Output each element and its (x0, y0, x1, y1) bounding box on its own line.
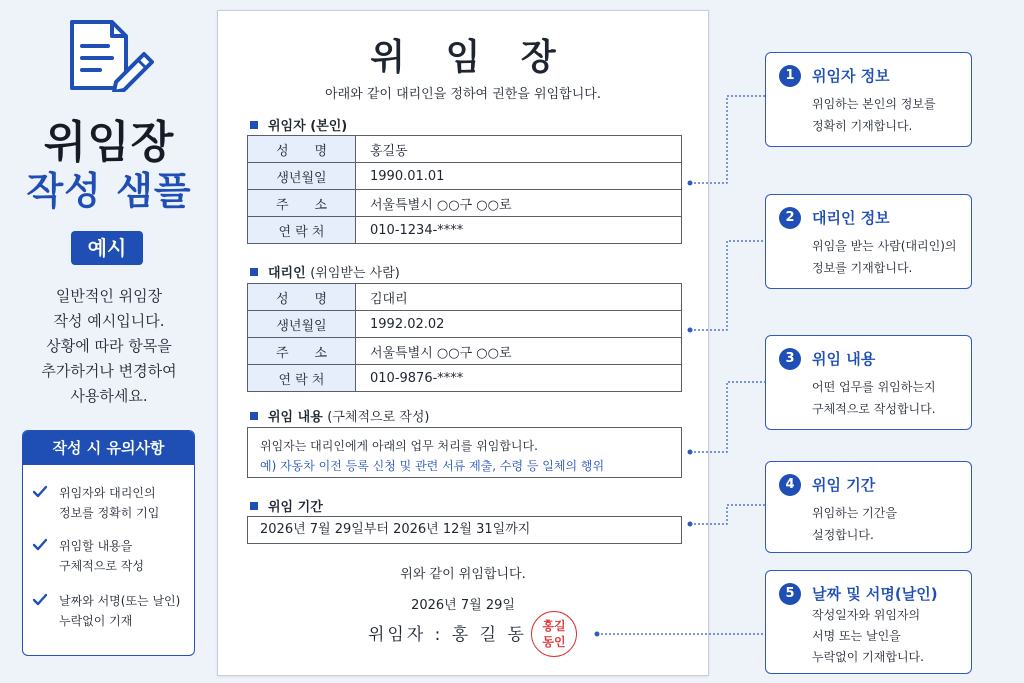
callout-title: 위임 기간 (812, 476, 876, 494)
period-heading-text: 위임 기간 (268, 500, 323, 515)
page-title: 위임장 (43, 117, 175, 168)
tip-line: 정보를 정확히 기입 (59, 506, 160, 520)
row-value: 1990.01.01 (356, 163, 682, 190)
connector-line-4 (690, 505, 765, 524)
content-heading-note: (구체적으로 작성) (327, 410, 430, 425)
row-value: 010-9876-**** (356, 365, 682, 392)
row-label: 연 락 처 (248, 217, 356, 244)
callout-number: 5 (779, 583, 801, 605)
connector-line-3 (690, 382, 765, 452)
description-line: 상황에 따라 항목을 (46, 337, 172, 355)
content-heading-text: 위임 내용 (268, 410, 323, 425)
tip-line: 위임할 내용을 (59, 539, 133, 553)
closing-text: 위와 같이 위임합니다. (400, 567, 526, 582)
row-label: 생년월일 (248, 311, 356, 338)
callout-card-1 (765, 52, 972, 147)
description-line: 작성 예시입니다. (53, 312, 165, 330)
callout-title: 날짜 및 서명(날인) (812, 585, 938, 603)
callout-desc (812, 235, 967, 279)
content-line: 위임자는 대리인에게 아래의 업무 처리를 위임합니다. (260, 439, 538, 453)
description-line: 일반적인 위임장 (55, 287, 163, 305)
connector-dot (688, 181, 693, 186)
callout-number: 3 (779, 348, 801, 370)
row-value: 서울특별시 ○○구 ○○로 (356, 190, 682, 217)
callout-desc (812, 93, 967, 137)
callout-desc-line: 정확히 기재합니다. (812, 119, 913, 133)
callout-desc (812, 376, 967, 420)
callout-number: 1 (779, 65, 801, 87)
description-line: 사용하세요. (70, 387, 148, 405)
row-value: 김대리 (356, 284, 682, 311)
callout-desc-line: 어떤 업무를 위임하는지 (812, 380, 936, 394)
callout-desc-line: 위임을 받는 사람(대리인)의 (812, 239, 957, 253)
seal-line: 동인 (542, 635, 566, 649)
period-text: 2026년 7월 29일부터 2026년 12월 31일까지 (260, 522, 531, 537)
callout-card-4 (765, 461, 972, 553)
callout-desc-line: 위임하는 기간을 (812, 506, 897, 520)
connector-line-2 (690, 241, 765, 330)
tip-line: 누락없이 기재 (59, 614, 133, 628)
callout-desc-line: 위임하는 본인의 정보를 (812, 97, 936, 111)
agent-heading-note: (위임받는 사람) (310, 266, 400, 281)
connector-dot (595, 632, 600, 637)
row-label: 주 소 (248, 338, 356, 365)
signer-name: 위임자 : 홍 길 동 (368, 625, 527, 645)
row-value: 010-1234-**** (356, 217, 682, 244)
callout-desc-line: 설정합니다. (812, 528, 874, 542)
row-label: 생년월일 (248, 163, 356, 190)
description-line: 추가하거나 변경하여 (41, 362, 177, 380)
callout-card-2 (765, 194, 972, 289)
callout-number: 4 (779, 474, 801, 496)
row-label: 성 명 (248, 136, 356, 163)
connector-dot (688, 522, 693, 527)
connector-dot (688, 450, 693, 455)
document-title: 위 임 장 (370, 37, 570, 78)
callout-card-5 (765, 570, 972, 674)
callout-desc-line: 구체적으로 작성합니다. (812, 402, 936, 416)
connector-line-1 (690, 96, 765, 183)
row-value: 서울특별시 ○○구 ○○로 (356, 338, 682, 365)
callout-desc-line: 서명 또는 날인을 (812, 629, 901, 643)
callout-desc (812, 605, 967, 668)
agent-heading-text: 대리인 (268, 266, 306, 281)
callout-desc-line: 누락없이 기재합니다. (812, 650, 924, 664)
example-badge: 예시 (71, 231, 143, 265)
row-value: 1992.02.02 (356, 311, 682, 338)
callout-title: 위임자 정보 (812, 67, 890, 85)
content-example: 예) 자동차 이전 등록 신청 및 관련 서류 제출, 수령 등 일체의 행위 (260, 459, 605, 473)
tip-line: 구체적으로 작성 (59, 559, 144, 573)
connector-dot (688, 328, 693, 333)
tip-line: 위임자와 대리인의 (59, 486, 156, 500)
callout-title: 위임 내용 (812, 350, 876, 368)
delegator-heading-text: 위임자 (본인) (268, 119, 348, 134)
document-intro: 아래와 같이 대리인을 정하여 권한을 위임합니다. (325, 87, 601, 102)
callout-number: 2 (779, 207, 801, 229)
seal-line: 홍길 (542, 619, 566, 633)
row-label: 연 락 처 (248, 365, 356, 392)
callout-desc (812, 502, 967, 546)
callout-title: 대리인 정보 (812, 209, 890, 227)
callout-desc-line: 정보를 기재합니다. (812, 261, 913, 275)
row-label: 성 명 (248, 284, 356, 311)
callout-desc-line: 작성일자와 위임자의 (812, 608, 921, 622)
tip-line: 날짜와 서명(또는 날인) (59, 594, 181, 608)
page-subtitle: 작성 샘플 (26, 169, 192, 213)
document-date: 2026년 7월 29일 (411, 598, 515, 613)
row-label: 주 소 (248, 190, 356, 217)
callout-card-3 (765, 335, 972, 430)
tips-title: 작성 시 유의사항 (23, 431, 194, 465)
row-value: 홍길동 (356, 136, 682, 163)
